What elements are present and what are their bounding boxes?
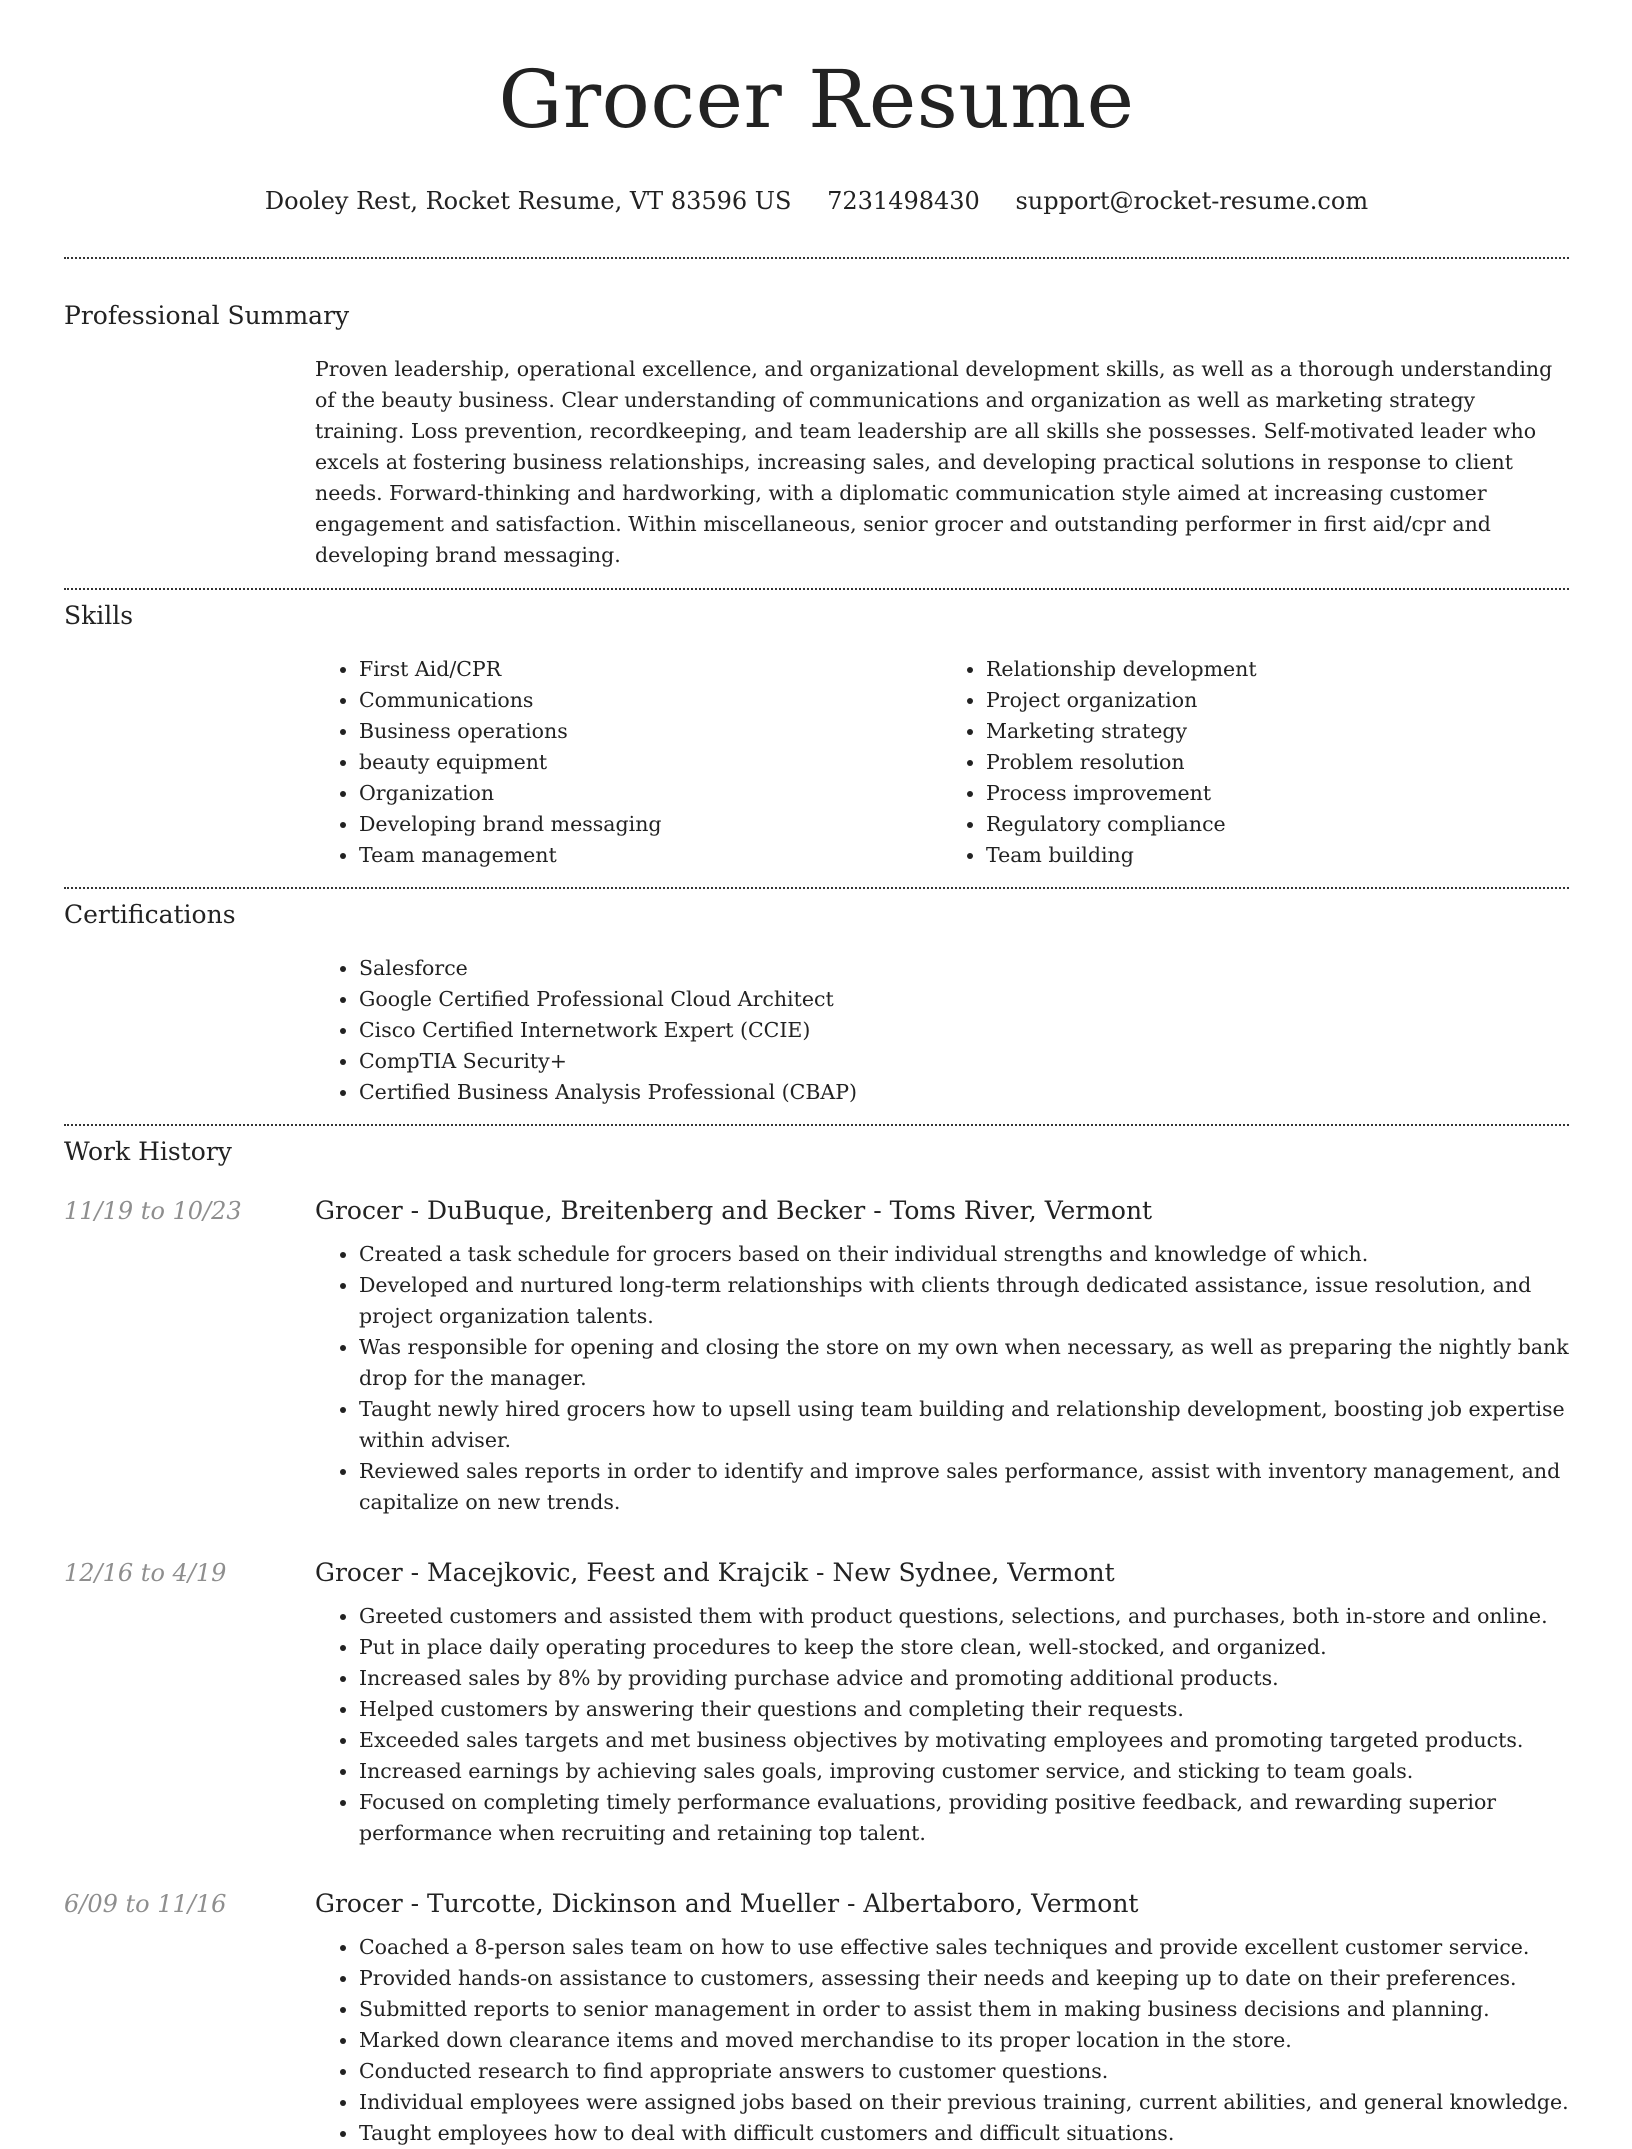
job-bullets — [315, 1932, 1569, 2149]
skill-item: • Communications — [359, 685, 942, 716]
job-title: Grocer - Turcotte, Dickinson and Mueller - Albertaboro, Vermont — [315, 1889, 1139, 1918]
resume-title: Grocer Resume — [498, 53, 1135, 146]
skill-item: • beauty equipment — [359, 747, 942, 778]
job-bullet: • Coached a 8-person sales team on how to use effective sales techniques and provide excellent customer service. — [359, 1932, 1569, 1963]
job-dates: 6/09 to 11/16 — [64, 1890, 227, 1918]
skills-list — [315, 654, 1569, 871]
job-bullet: • Individual employees were assigned jobs based on their previous training, current abilities, and general knowledge. — [359, 2087, 1569, 2118]
job-bullet: • Taught employees how to deal with difficult customers and difficult situations. — [359, 2118, 1569, 2149]
certification-item: • Certified Business Analysis Professional (CBAP) — [359, 1077, 1569, 1108]
skill-item: • Marketing strategy — [986, 716, 1569, 747]
certifications-items — [315, 953, 1569, 1108]
job-title: Grocer - Macejkovic, Feest and Krajcik - New Sydnee, Vermont — [315, 1558, 1115, 1587]
skill-item: • Team building — [986, 840, 1569, 871]
job-entry — [64, 1518, 1569, 1849]
work-history-section — [64, 1126, 1569, 2149]
job-bullet: • Developed and nurtured long-term relationships with clients through dedicated assistance, issue resolution, and project organization talents. — [359, 1270, 1569, 1332]
job-bullet: • Taught newly hired grocers how to upsell using team building and relationship development, boosting job expertise within adviser. — [359, 1394, 1569, 1456]
skill-item: • Organization — [359, 778, 942, 809]
job-title: Grocer - DuBuque, Breitenberg and Becker - Toms River, Vermont — [315, 1196, 1153, 1225]
skill-item: • Process improvement — [986, 778, 1569, 809]
certifications-list — [315, 953, 1569, 1108]
skill-item: • First Aid/CPR — [359, 654, 942, 685]
certifications-section — [64, 889, 1569, 1124]
resume-page — [64, 0, 1569, 2149]
skill-item: • Business operations — [359, 716, 942, 747]
skill-item: • Relationship development — [986, 654, 1569, 685]
certifications-heading: Certifications — [64, 900, 236, 929]
summary-text: Proven leadership, operational excellence, and organizational development skills, as well as a thorough understanding of the beauty business. Clear understanding of communications and organization as well as marketing strategy training. Loss prevention, recordkeeping, and team leadership are all skills she possesses. Self-motivated leader who excels at fostering business relationships, increasing sales, and developing practical solutions in response to client needs. Forward-thinking and hardworking, with a diplomatic communication style aimed at increasing customer engagement and satisfaction. Within miscellaneous, senior grocer and outstanding performer in first aid/cpr and developing brand messaging. — [315, 357, 1553, 567]
certification-item: • CompTIA Security+ — [359, 1046, 1569, 1077]
job-bullet: • Submitted reports to senior management in order to assist them in making business decisions and planning. — [359, 1994, 1569, 2025]
job-bullet: • Increased earnings by achieving sales goals, improving customer service, and sticking to team goals. — [359, 1756, 1569, 1787]
contact-email: support@rocket-resume.com — [1015, 187, 1369, 215]
job-bullet: • Was responsible for opening and closing the store on my own when necessary, as well as preparing the nightly bank drop for the manager. — [359, 1332, 1569, 1394]
job-bullet: • Marked down clearance items and moved merchandise to its proper location in the store. — [359, 2025, 1569, 2056]
job-bullet: • Provided hands-on assistance to customers, assessing their needs and keeping up to date on their preferences. — [359, 1963, 1569, 1994]
job-bullet: • Put in place daily operating procedures to keep the store clean, well-stocked, and organized. — [359, 1632, 1569, 1663]
summary-heading: Professional Summary — [64, 301, 350, 330]
job-header — [64, 1558, 1569, 1587]
job-bullets — [315, 1239, 1569, 1518]
skills-section — [64, 590, 1569, 887]
job-bullet: • Created a task schedule for grocers based on their individual strengths and knowledge of which. — [359, 1239, 1569, 1270]
skills-column-right — [942, 654, 1569, 871]
skill-item: • Project organization — [986, 685, 1569, 716]
job-dates: 11/19 to 10/23 — [64, 1197, 242, 1225]
job-dates: 12/16 to 4/19 — [64, 1559, 227, 1587]
job-entry — [64, 1849, 1569, 2149]
summary-section — [64, 259, 1569, 588]
job-bullet: • Exceeded sales targets and met business objectives by motivating employees and promoting targeted products. — [359, 1725, 1569, 1756]
job-bullet: • Greeted customers and assisted them with product questions, selections, and purchases, both in-store and online. — [359, 1601, 1569, 1632]
job-bullets — [315, 1601, 1569, 1849]
certification-item: • Cisco Certified Internetwork Expert (CCIE) — [359, 1015, 1569, 1046]
skills-column-left — [315, 654, 942, 871]
skills-heading: Skills — [64, 601, 134, 630]
contact-address: Dooley Rest, Rocket Resume, VT 83596 US — [264, 187, 792, 215]
contact-phone: 7231498430 — [827, 187, 980, 215]
job-bullet: • Focused on completing timely performance evaluations, providing positive feedback, and rewarding superior performance when recruiting and retaining top talent. — [359, 1787, 1569, 1849]
skill-item: • Team management — [359, 840, 942, 871]
work-history-heading: Work History — [64, 1137, 232, 1166]
job-bullet: • Increased sales by 8% by providing purchase advice and promoting additional products. — [359, 1663, 1569, 1694]
job-bullet: • Reviewed sales reports in order to identify and improve sales performance, assist with inventory management, and capitalize on new trends. — [359, 1456, 1569, 1518]
job-bullet: • Helped customers by answering their questions and completing their requests. — [359, 1694, 1569, 1725]
job-bullet: • Conducted research to find appropriate answers to customer questions. — [359, 2056, 1569, 2087]
job-header — [64, 1889, 1569, 1918]
job-entry — [64, 1168, 1569, 1518]
certification-item: • Salesforce — [359, 953, 1569, 984]
certification-item: • Google Certified Professional Cloud Architect — [359, 984, 1569, 1015]
skill-item: • Regulatory compliance — [986, 809, 1569, 840]
skill-item: • Problem resolution — [986, 747, 1569, 778]
job-header — [64, 1196, 1569, 1225]
contact-info — [64, 186, 1569, 216]
skill-item: • Developing brand messaging — [359, 809, 942, 840]
